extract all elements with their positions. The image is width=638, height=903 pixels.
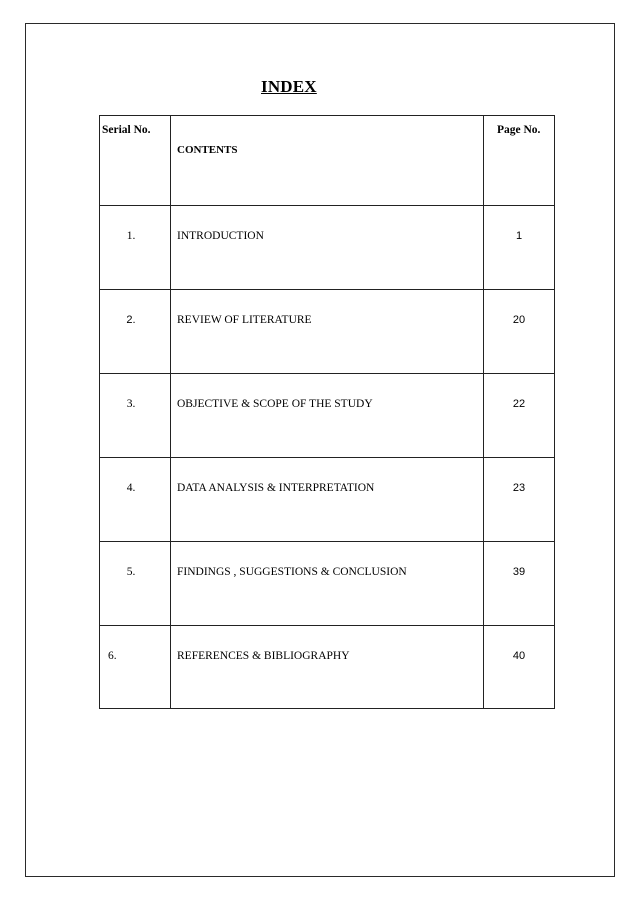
table-row bbox=[100, 290, 555, 374]
page-cell: 1 bbox=[484, 206, 555, 290]
serial-cell: 2. bbox=[100, 290, 171, 374]
table-row bbox=[100, 542, 555, 626]
serial-cell: 1. bbox=[100, 206, 171, 290]
serial-cell: 6. bbox=[100, 626, 171, 709]
page-cell: 39 bbox=[484, 542, 555, 626]
table-row bbox=[100, 206, 555, 290]
table-row bbox=[100, 626, 555, 709]
content-cell: DATA ANALYSIS & INTERPRETATION bbox=[171, 458, 484, 542]
table-row bbox=[100, 374, 555, 458]
header-contents: CONTENTS bbox=[171, 116, 484, 206]
page-title: INDEX bbox=[261, 77, 317, 96]
content-cell: INTRODUCTION bbox=[171, 206, 484, 290]
serial-cell: 4. bbox=[100, 458, 171, 542]
page-cell: 22 bbox=[484, 374, 555, 458]
content-cell: REFERENCES & BIBLIOGRAPHY bbox=[171, 626, 484, 709]
header-serial-no: Serial No. bbox=[100, 116, 171, 206]
table-row bbox=[100, 458, 555, 542]
content-cell: REVIEW OF LITERATURE bbox=[171, 290, 484, 374]
serial-cell: 3. bbox=[100, 374, 171, 458]
index-table bbox=[99, 115, 555, 709]
page-cell: 40 bbox=[484, 626, 555, 709]
content-cell: FINDINGS , SUGGESTIONS & CONCLUSION bbox=[171, 542, 484, 626]
header-page-no: Page No. bbox=[484, 116, 555, 206]
page-cell: 20 bbox=[484, 290, 555, 374]
serial-cell: 5. bbox=[100, 542, 171, 626]
page-cell: 23 bbox=[484, 458, 555, 542]
table-header-row bbox=[100, 116, 555, 206]
content-cell: OBJECTIVE & SCOPE OF THE STUDY bbox=[171, 374, 484, 458]
